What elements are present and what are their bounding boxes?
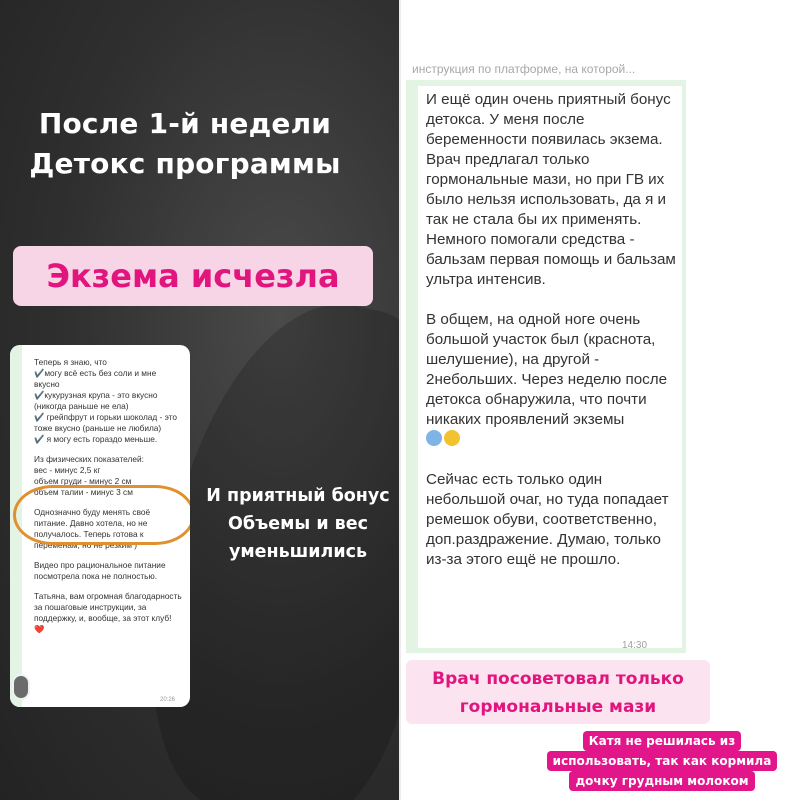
user-avatar <box>12 674 30 700</box>
katya-badge-line-2: использовать, так как кормила <box>547 751 778 771</box>
right-paragraph-2 <box>426 310 676 450</box>
headline-line-2: Детокс программы <box>29 147 341 180</box>
panel-divider <box>399 0 401 800</box>
chat-paragraph-1: Теперь я знаю, что ✔️могу всё есть без соли и мне вкусно ✔️кукурузная крупа - это вкусно (никогда раньше не ела) ✔️ грейпфрут и горьки шоколад - это тоже вкусно (раньше не любила) ✔️ я могу есть гораздо меньше. <box>34 357 177 444</box>
doctor-advice-badge <box>406 660 710 724</box>
bonus-caption-line-1: И приятный бонус <box>206 486 390 506</box>
right-paragraph-3: Сейчас есть только один небольшой очаг, но туда попадает ремешок обуви, соответственно, доп.раздражение. Думаю, только из-за этого ещё не прошло. <box>426 471 669 568</box>
chat-paragraph-5: Татьяна, вам огромная благодарность за пошаговые инструкции, за поддержку, и, вообще, за этот клуб! ❤️ <box>34 591 182 634</box>
face-screaming-icon <box>426 430 442 446</box>
chat-paragraph-4: Видео про рациональное питание посмотрела пока не полностью. <box>34 560 166 581</box>
right-paragraph-1: И ещё один очень приятный бонус детокса. У меня после беременности появилась экзема. Врач предлагал только гормональные мази, но при ГВ их было нельзя использовать, да я и так не стала бы их применять. Немного помогали средства - бальзам первая помощь и бальзам ультра интенсив. <box>426 91 676 288</box>
katya-note-badge <box>532 731 792 791</box>
right-message-time: 14:30 <box>622 640 648 651</box>
grinning-face-icon <box>444 430 460 446</box>
right-chat-text <box>426 90 676 570</box>
katya-badge-line-1: Катя не решилась из <box>583 731 741 751</box>
left-message-time: 20:26 <box>160 697 176 703</box>
bonus-caption <box>188 482 408 566</box>
bonus-caption-line-3: уменьшились <box>228 542 368 562</box>
reply-preview-text: инструкция по платформе, на которой... <box>412 62 636 76</box>
headline <box>0 104 370 184</box>
chat-paragraph-2: Из физических показателей: вес - минус 2,5 кг объем груди - минус 2 см объем талии - минус 3 см <box>34 454 144 497</box>
eczema-gone-badge: Экзема исчезла <box>13 246 373 306</box>
bonus-caption-line-2: Объемы и вес <box>227 514 368 534</box>
katya-badge-line-3: дочку грудным молоком <box>569 771 754 791</box>
doctor-badge-line-1: Врач посоветовал только <box>432 669 684 689</box>
doctor-badge-line-2: гормональные мази <box>459 697 657 717</box>
right-paragraph-2-text: В общем, на одной ноге очень большой участок был (краснота, шелушение), на другой - 2небольших. Через неделю после детокса обнаружила, что почти никаких проявлений экземы <box>426 311 668 428</box>
physical-results-highlight <box>13 485 190 545</box>
headline-line-1: После 1-й недели <box>38 107 332 140</box>
left-chat-screenshot <box>10 345 190 707</box>
chat-paragraph-3: Однозначно буду менять своё питание. Давно хотела, но не получалось. Теперь готова к переменам, но не резким ) <box>34 507 151 550</box>
